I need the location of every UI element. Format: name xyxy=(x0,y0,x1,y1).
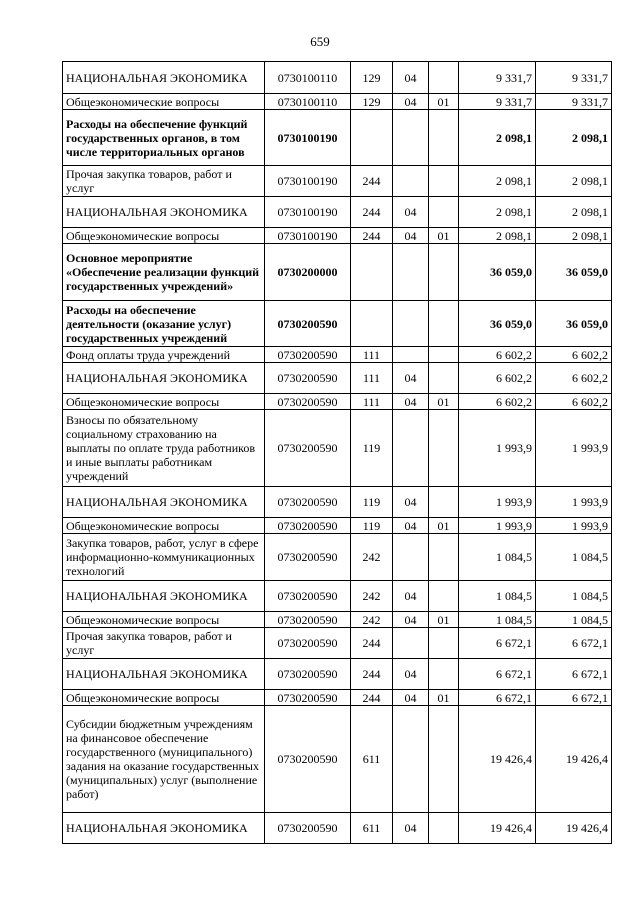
row-section: 04 xyxy=(393,813,429,844)
row-expense-type: 244 xyxy=(351,228,393,244)
row-amount-2: 6 672,1 xyxy=(536,690,612,706)
row-subsection xyxy=(429,534,459,581)
row-section: 04 xyxy=(393,94,429,110)
row-amount-1: 1 993,9 xyxy=(459,410,536,487)
row-subsection xyxy=(429,110,459,166)
table-row xyxy=(63,363,612,394)
row-amount-1: 2 098,1 xyxy=(459,228,536,244)
row-code: 0730200590 xyxy=(265,363,351,394)
table-row xyxy=(63,690,612,706)
row-amount-1: 6 602,2 xyxy=(459,347,536,363)
row-name: НАЦИОНАЛЬНАЯ ЭКОНОМИКА xyxy=(63,813,265,844)
row-expense-type: 129 xyxy=(351,94,393,110)
row-expense-type: 611 xyxy=(351,706,393,813)
row-amount-1: 6 672,1 xyxy=(459,659,536,690)
row-name: Субсидии бюджетным учреждениям на финансовое обеспечение государственного (муниципального) задания на оказание государственных (муниципальных) услуг (выполнение работ) xyxy=(63,706,265,813)
row-code: 0730200590 xyxy=(265,518,351,534)
table-row xyxy=(63,228,612,244)
row-section: 04 xyxy=(393,62,429,94)
row-section xyxy=(393,347,429,363)
row-name: Общеэкономические вопросы xyxy=(63,94,265,110)
row-amount-2: 1 084,5 xyxy=(536,581,612,612)
row-name: Фонд оплаты труда учреждений xyxy=(63,347,265,363)
row-expense-type: 611 xyxy=(351,813,393,844)
row-subsection: 01 xyxy=(429,228,459,244)
row-subsection xyxy=(429,628,459,659)
row-code: 0730200590 xyxy=(265,581,351,612)
row-expense-type xyxy=(351,301,393,347)
table-row xyxy=(63,197,612,228)
table-row xyxy=(63,581,612,612)
row-section: 04 xyxy=(393,363,429,394)
row-section: 04 xyxy=(393,659,429,690)
row-code: 0730200590 xyxy=(265,534,351,581)
row-subsection: 01 xyxy=(429,394,459,410)
table-row xyxy=(63,487,612,518)
table-row xyxy=(63,518,612,534)
row-amount-1: 9 331,7 xyxy=(459,94,536,110)
row-section xyxy=(393,628,429,659)
row-amount-2: 6 602,2 xyxy=(536,363,612,394)
row-expense-type: 119 xyxy=(351,410,393,487)
row-amount-1: 1 084,5 xyxy=(459,612,536,628)
row-amount-2: 2 098,1 xyxy=(536,110,612,166)
row-expense-type: 111 xyxy=(351,347,393,363)
row-amount-2: 2 098,1 xyxy=(536,197,612,228)
row-amount-1: 1 084,5 xyxy=(459,581,536,612)
row-expense-type: 244 xyxy=(351,628,393,659)
row-subsection xyxy=(429,244,459,301)
row-code: 0730100190 xyxy=(265,110,351,166)
row-amount-2: 19 426,4 xyxy=(536,706,612,813)
row-expense-type: 111 xyxy=(351,363,393,394)
row-amount-1: 6 672,1 xyxy=(459,690,536,706)
row-name: Расходы на обеспечение функций государственных органов, в том числе территориальных органов xyxy=(63,110,265,166)
row-subsection xyxy=(429,813,459,844)
row-amount-2: 2 098,1 xyxy=(536,166,612,197)
table-row xyxy=(63,410,612,487)
row-section: 04 xyxy=(393,394,429,410)
row-amount-2: 2 098,1 xyxy=(536,228,612,244)
row-section xyxy=(393,301,429,347)
row-amount-1: 36 059,0 xyxy=(459,301,536,347)
row-code: 0730200590 xyxy=(265,487,351,518)
row-code: 0730200590 xyxy=(265,394,351,410)
row-amount-1: 6 602,2 xyxy=(459,363,536,394)
table-row xyxy=(63,813,612,844)
row-expense-type xyxy=(351,244,393,301)
table-row xyxy=(63,62,612,94)
row-code: 0730100110 xyxy=(265,62,351,94)
row-section xyxy=(393,706,429,813)
row-code: 0730200590 xyxy=(265,410,351,487)
row-subsection: 01 xyxy=(429,612,459,628)
row-amount-2: 1 993,9 xyxy=(536,518,612,534)
row-name: НАЦИОНАЛЬНАЯ ЭКОНОМИКА xyxy=(63,62,265,94)
row-amount-1: 2 098,1 xyxy=(459,110,536,166)
row-code: 0730200590 xyxy=(265,612,351,628)
row-code: 0730200590 xyxy=(265,301,351,347)
row-code: 0730200590 xyxy=(265,706,351,813)
row-amount-1: 19 426,4 xyxy=(459,706,536,813)
table-row xyxy=(63,244,612,301)
row-section: 04 xyxy=(393,487,429,518)
row-amount-2: 6 672,1 xyxy=(536,659,612,690)
row-section xyxy=(393,410,429,487)
row-amount-2: 9 331,7 xyxy=(536,94,612,110)
row-name: НАЦИОНАЛЬНАЯ ЭКОНОМИКА xyxy=(63,487,265,518)
table-row xyxy=(63,110,612,166)
row-subsection xyxy=(429,197,459,228)
row-subsection xyxy=(429,166,459,197)
row-name: Расходы на обеспечение деятельности (оказание услуг) государственных учреждений xyxy=(63,301,265,347)
row-name: НАЦИОНАЛЬНАЯ ЭКОНОМИКА xyxy=(63,581,265,612)
row-code: 0730100190 xyxy=(265,166,351,197)
row-section xyxy=(393,110,429,166)
row-amount-1: 2 098,1 xyxy=(459,197,536,228)
row-subsection xyxy=(429,581,459,612)
row-subsection: 01 xyxy=(429,690,459,706)
row-code: 0730200590 xyxy=(265,813,351,844)
row-subsection xyxy=(429,62,459,94)
row-amount-1: 6 602,2 xyxy=(459,394,536,410)
table-row xyxy=(63,94,612,110)
row-section: 04 xyxy=(393,612,429,628)
row-subsection xyxy=(429,347,459,363)
row-name: Общеэкономические вопросы xyxy=(63,228,265,244)
row-section: 04 xyxy=(393,518,429,534)
row-section: 04 xyxy=(393,581,429,612)
row-name: НАЦИОНАЛЬНАЯ ЭКОНОМИКА xyxy=(63,363,265,394)
row-subsection xyxy=(429,301,459,347)
row-subsection xyxy=(429,659,459,690)
row-amount-1: 36 059,0 xyxy=(459,244,536,301)
row-amount-2: 36 059,0 xyxy=(536,301,612,347)
table-row xyxy=(63,706,612,813)
row-code: 0730200590 xyxy=(265,628,351,659)
row-expense-type: 119 xyxy=(351,518,393,534)
table-row xyxy=(63,347,612,363)
row-expense-type: 119 xyxy=(351,487,393,518)
row-subsection xyxy=(429,706,459,813)
row-amount-2: 1 993,9 xyxy=(536,410,612,487)
row-amount-2: 19 426,4 xyxy=(536,813,612,844)
row-expense-type: 244 xyxy=(351,197,393,228)
row-code: 0730100110 xyxy=(265,94,351,110)
row-expense-type: 242 xyxy=(351,581,393,612)
row-code: 0730200590 xyxy=(265,690,351,706)
row-amount-1: 6 672,1 xyxy=(459,628,536,659)
row-expense-type: 244 xyxy=(351,659,393,690)
row-subsection xyxy=(429,487,459,518)
row-expense-type: 111 xyxy=(351,394,393,410)
row-section xyxy=(393,534,429,581)
row-expense-type: 244 xyxy=(351,690,393,706)
row-amount-1: 1 993,9 xyxy=(459,487,536,518)
row-name: Общеэкономические вопросы xyxy=(63,612,265,628)
row-expense-type: 244 xyxy=(351,166,393,197)
row-expense-type xyxy=(351,110,393,166)
row-amount-2: 9 331,7 xyxy=(536,62,612,94)
row-name: НАЦИОНАЛЬНАЯ ЭКОНОМИКА xyxy=(63,197,265,228)
row-expense-type: 242 xyxy=(351,534,393,581)
row-expense-type: 129 xyxy=(351,62,393,94)
row-amount-2: 6 602,2 xyxy=(536,394,612,410)
row-section xyxy=(393,244,429,301)
table-row xyxy=(63,534,612,581)
row-code: 0730100190 xyxy=(265,197,351,228)
row-subsection xyxy=(429,363,459,394)
table-row xyxy=(63,301,612,347)
row-amount-1: 9 331,7 xyxy=(459,62,536,94)
row-section: 04 xyxy=(393,690,429,706)
budget-table xyxy=(62,61,612,844)
table-row xyxy=(63,394,612,410)
row-subsection: 01 xyxy=(429,94,459,110)
row-code: 0730200000 xyxy=(265,244,351,301)
table-row xyxy=(63,659,612,690)
row-code: 0730100190 xyxy=(265,228,351,244)
row-name: Основное мероприятие «Обеспечение реализации функций государственных учреждений» xyxy=(63,244,265,301)
row-name: Закупка товаров, работ, услуг в сфере информационно-коммуникационных технологий xyxy=(63,534,265,581)
row-amount-1: 1 993,9 xyxy=(459,518,536,534)
row-amount-2: 1 084,5 xyxy=(536,534,612,581)
row-name: Взносы по обязательному социальному страхованию на выплаты по оплате труда работников и иные выплаты работникам учреждений xyxy=(63,410,265,487)
row-name: Общеэкономические вопросы xyxy=(63,690,265,706)
row-subsection xyxy=(429,410,459,487)
row-amount-2: 36 059,0 xyxy=(536,244,612,301)
row-section: 04 xyxy=(393,197,429,228)
row-section: 04 xyxy=(393,228,429,244)
row-expense-type: 242 xyxy=(351,612,393,628)
row-code: 0730200590 xyxy=(265,347,351,363)
row-name: Общеэкономические вопросы xyxy=(63,394,265,410)
row-code: 0730200590 xyxy=(265,659,351,690)
row-amount-2: 6 602,2 xyxy=(536,347,612,363)
row-section xyxy=(393,166,429,197)
row-amount-1: 2 098,1 xyxy=(459,166,536,197)
page-number: 659 xyxy=(310,34,330,49)
row-amount-2: 1 084,5 xyxy=(536,612,612,628)
row-amount-1: 1 084,5 xyxy=(459,534,536,581)
table-row xyxy=(63,166,612,197)
row-name: Прочая закупка товаров, работ и услуг xyxy=(63,166,265,197)
table-row xyxy=(63,612,612,628)
row-amount-2: 1 993,9 xyxy=(536,487,612,518)
row-name: Прочая закупка товаров, работ и услуг xyxy=(63,628,265,659)
table-row xyxy=(63,628,612,659)
row-name: НАЦИОНАЛЬНАЯ ЭКОНОМИКА xyxy=(63,659,265,690)
row-amount-2: 6 672,1 xyxy=(536,628,612,659)
row-subsection: 01 xyxy=(429,518,459,534)
row-name: Общеэкономические вопросы xyxy=(63,518,265,534)
row-amount-1: 19 426,4 xyxy=(459,813,536,844)
